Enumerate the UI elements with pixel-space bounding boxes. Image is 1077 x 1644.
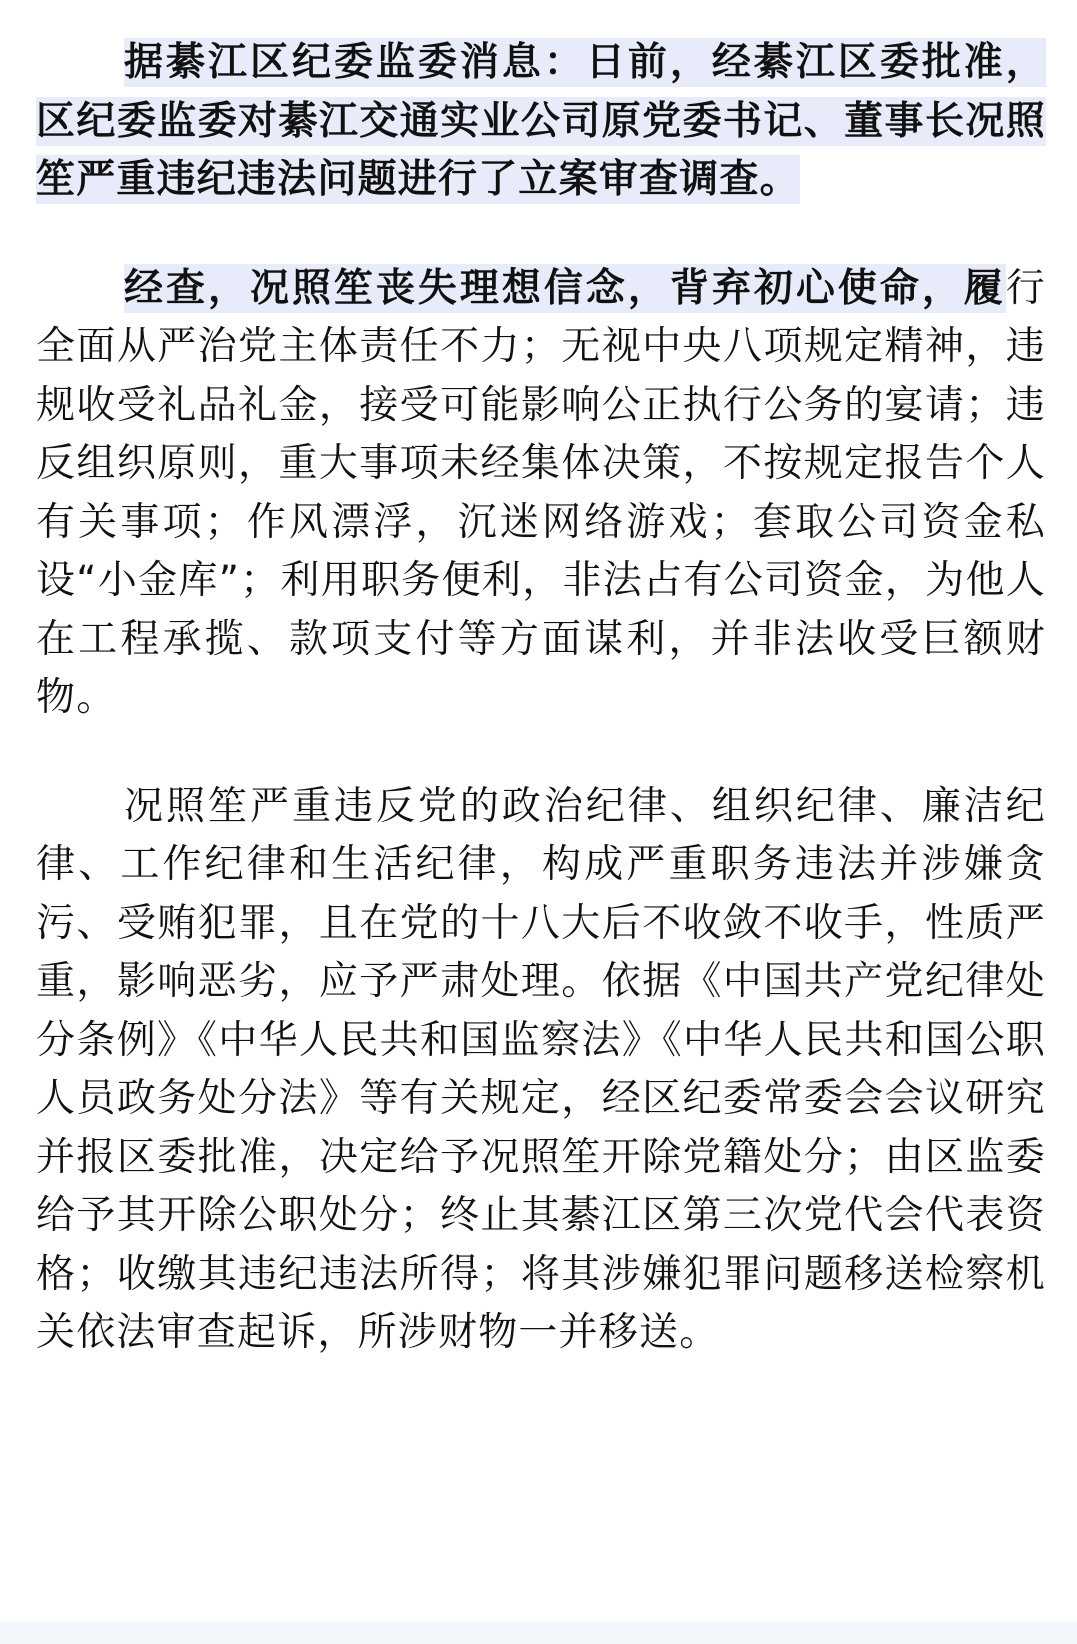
article-body [36, 34, 1046, 1363]
paragraph-decision [36, 778, 1046, 1363]
paragraph-text: 况照笙严重违反党的政治纪律、组织纪律、廉洁纪律、工作纪律和生活纪律，构成严重职务违法并涉嫌贪污、受贿犯罪，且在党的十八大后不收敛不收手，性质严重，影响恶劣，应予严肃处理。依据《中国共产党纪律处分条例》《中华人民共和国监察法》《中华人民共和国公职人员政务处分法》等有关规定，经区纪委常委会会议研究并报区委批准，决定给予况照笙开除党籍处分；由区监委给予其开除公职处分；终止其綦江区第三次党代会代表资格；收缴其违纪违法所得；将其涉嫌犯罪问题移送检察机关依法审查起诉，所涉财物一并移送。 [36, 783, 1046, 1355]
bottom-strip [0, 1622, 1077, 1644]
paragraph-findings [36, 260, 1046, 728]
highlighted-text: 经查，况照笙丧失理想信念，背弃初心使命，履 [124, 265, 1006, 311]
highlighted-text: 据綦江区纪委监委消息：日前，经綦江区委批准，区纪委监委对綦江交通实业公司原党委书记、董事长况照笙严重违纪违法问题进行了立案审查调查。 [36, 40, 1046, 202]
paragraph-announcement [36, 34, 1046, 210]
paragraph-text: 行全面从严治党主体责任不力；无视中央八项规定精神，违规收受礼品礼金，接受可能影响公正执行公务的宴请；违反组织原则，重大事项未经集体决策，不按规定报告个人有关事项；作风漂浮，沉迷网络游戏；套取公司资金私设“小金库”；利用职务便利，非法占有公司资金，为他人在工程承揽、款项支付等方面谋利，并非法收受巨额财物。 [36, 265, 1046, 720]
